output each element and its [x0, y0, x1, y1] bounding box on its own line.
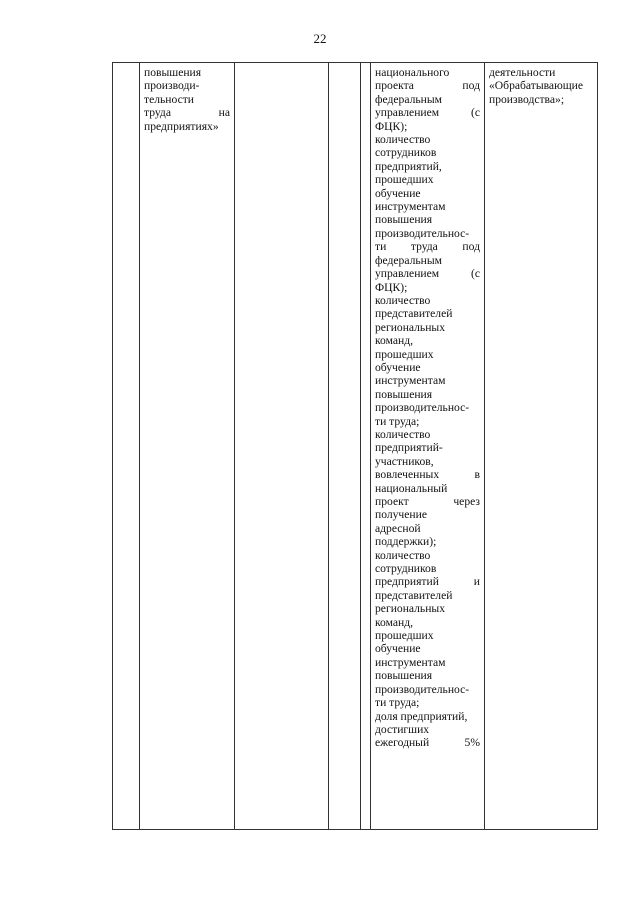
text-line [375, 522, 480, 535]
word: количество [375, 133, 431, 147]
word: повышения [375, 213, 433, 227]
text-line [144, 120, 230, 133]
text-line [375, 629, 480, 642]
text-line [375, 441, 480, 454]
text-line [375, 723, 480, 736]
word: национального [375, 66, 450, 79]
text-line [375, 710, 480, 723]
text-line [375, 401, 480, 414]
text-line [375, 281, 480, 294]
text-line [375, 508, 480, 521]
word: прошедших [375, 173, 434, 187]
word: доля предприятий, [375, 709, 468, 723]
word: национальный [375, 481, 448, 495]
word: производительнос- [375, 401, 470, 415]
table-cell-number [113, 63, 140, 830]
word: федеральным [375, 92, 442, 106]
text-line [144, 106, 230, 119]
text-line [375, 254, 480, 267]
word: количество [375, 293, 431, 307]
text-line [375, 575, 480, 588]
word: тельности [144, 92, 194, 106]
table-cell-event-name [140, 63, 235, 830]
word: на [218, 106, 230, 120]
text-line [375, 187, 480, 200]
activity-text [489, 66, 593, 106]
word: региональных [375, 320, 446, 334]
text-line [375, 428, 480, 441]
text-line [375, 120, 480, 133]
word: предприятий, [375, 159, 442, 173]
word: (с [470, 267, 480, 281]
text-line [375, 173, 480, 186]
word: ти труда; [375, 414, 420, 428]
word: прошедших [375, 629, 434, 643]
text-line [375, 549, 480, 562]
word: поддержки); [375, 535, 437, 549]
text-line [375, 388, 480, 401]
text-line [375, 334, 480, 347]
word: управлением [375, 106, 440, 120]
word: повышения [375, 669, 433, 683]
text-line [375, 669, 480, 682]
table-cell-empty [329, 63, 361, 830]
word: инструментам [375, 374, 446, 388]
word: участников, [375, 454, 434, 468]
text-line [375, 267, 480, 280]
table-row [113, 63, 598, 830]
text-line [375, 374, 480, 387]
text-line [375, 93, 480, 106]
text-line [375, 79, 480, 92]
word: ФЦК); [375, 119, 408, 133]
text-line [375, 602, 480, 615]
text-line [375, 683, 480, 696]
text-line [375, 415, 480, 428]
word: через [453, 495, 480, 508]
word: производительнос- [375, 682, 470, 696]
table-cell-indicators [371, 63, 485, 830]
word: инструментам [375, 655, 446, 669]
text-line [144, 79, 230, 92]
text-line [375, 361, 480, 374]
word: инструментам [375, 200, 446, 214]
page-number: 22 [313, 31, 327, 46]
text-line [375, 348, 480, 361]
word: 5% [464, 736, 480, 750]
text-line [375, 321, 480, 334]
event-name-text [144, 66, 230, 133]
word: труда [410, 240, 438, 254]
word: предприятиях» [144, 119, 219, 133]
table-cell-empty [361, 63, 371, 830]
word: деятельности [489, 66, 556, 79]
word: ти труда; [375, 696, 420, 710]
text-line [375, 482, 480, 495]
text-line [375, 294, 480, 307]
word: повышения [144, 66, 202, 79]
text-line [375, 535, 480, 548]
text-line [375, 307, 480, 320]
word: обучение [375, 642, 421, 656]
table-cell-empty [235, 63, 329, 830]
text-line [375, 455, 480, 468]
word: сотрудников [375, 146, 437, 160]
text-line [375, 696, 480, 709]
text-line [375, 656, 480, 669]
word: предприятий- [375, 441, 443, 455]
word: представителей [375, 588, 453, 602]
text-line [489, 93, 593, 106]
text-line [375, 736, 480, 749]
word: достигших [375, 722, 430, 736]
word: прошедших [375, 347, 434, 361]
text-line [375, 616, 480, 629]
table-cell-activity [485, 63, 598, 830]
word: предприятий [375, 575, 439, 589]
word: команд, [375, 334, 414, 348]
word: ежегодный [375, 736, 430, 750]
text-line [489, 66, 593, 79]
word: повышения [375, 387, 433, 401]
word: федеральным [375, 253, 442, 267]
text-line [375, 240, 480, 253]
word: региональных [375, 602, 446, 616]
word: проекта [375, 79, 414, 93]
word: труда [144, 106, 171, 120]
text-line [375, 66, 480, 79]
text-line [375, 106, 480, 119]
word: ти [375, 240, 387, 254]
text-line [375, 160, 480, 173]
text-line [375, 495, 480, 508]
document-table [112, 62, 598, 830]
word: «Обрабатывающие [489, 79, 584, 93]
text-line [375, 213, 480, 226]
word: ФЦК); [375, 280, 408, 294]
word: (с [470, 106, 480, 120]
word: количество [375, 427, 431, 441]
word: сотрудников [375, 562, 437, 576]
word: и [473, 575, 480, 589]
text-line [375, 200, 480, 213]
word: производства»; [489, 92, 565, 106]
text-line [375, 642, 480, 655]
word: под [462, 240, 480, 254]
word: получение [375, 508, 427, 522]
word: в [474, 468, 480, 482]
word: представителей [375, 307, 453, 321]
word: под [462, 79, 480, 93]
word: проект [375, 495, 409, 508]
word: обучение [375, 360, 421, 374]
indicators-text [375, 66, 480, 750]
text-line [144, 93, 230, 106]
word: обучение [375, 186, 421, 200]
text-line [375, 562, 480, 575]
word: управлением [375, 267, 440, 281]
text-line [375, 146, 480, 159]
text-line [375, 589, 480, 602]
text-line [489, 79, 593, 92]
word: количество [375, 548, 431, 562]
word: адресной [375, 521, 421, 535]
word: команд, [375, 615, 414, 629]
text-line [375, 133, 480, 146]
text-line [144, 66, 230, 79]
word: производительнос- [375, 226, 470, 240]
word: вовлеченных [375, 468, 440, 482]
word: производи- [144, 79, 200, 93]
text-line [375, 468, 480, 481]
text-line [375, 227, 480, 240]
